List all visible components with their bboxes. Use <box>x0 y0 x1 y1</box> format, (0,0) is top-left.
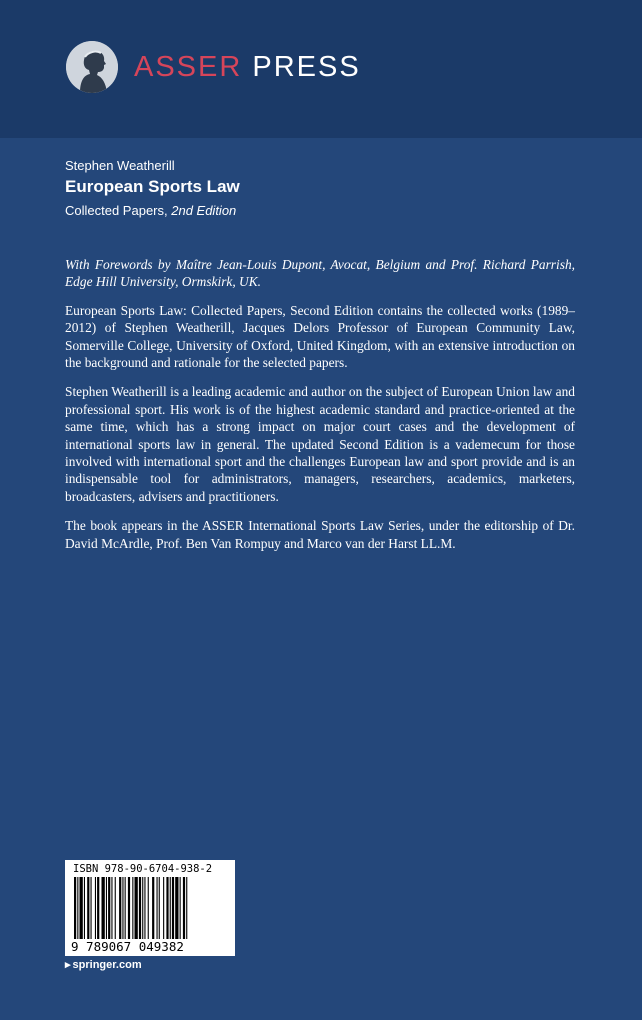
book-subtitle-main: Collected Papers, <box>65 203 172 218</box>
isbn-label: ISBN 978-90-6704-938-2 <box>73 863 213 875</box>
publisher-name-press: PRESS <box>252 51 361 83</box>
forewords-note: With Forewords by Maître Jean-Louis Dupont, Avocat, Belgium and Prof. Richard Parrish, Edge Hill University, Ormskirk, UK. <box>65 257 575 290</box>
publisher-name-asser: ASSER <box>134 51 243 83</box>
springer-link[interactable] <box>65 958 142 971</box>
barcode-graphic <box>72 877 228 939</box>
blurb-paragraph-series: The book appears in the ASSER International Sports Law Series, under the editorship of Dr. David McArdle, Prof. Ben Van Rompuy and Marco van der Harst LL.M. <box>65 518 575 551</box>
book-edition: 2nd Edition <box>171 203 237 218</box>
springer-link-text: springer.com <box>72 959 142 971</box>
blurb-paragraph-author: Stephen Weatherill is a leading academic and author on the subject of European Union law and professional sport. His work is of the highest academic standard and practice-oriented at the same time, which has a strong impact on major court cases and the development of international sports law in general. The updated Second Edition is a vademecum for those involved with international sport and the challenges European law and sport provide and is an indispensable tool for administrators, managers, researchers, academics, marketers, broadcasters, advisers and practitioners. <box>65 384 575 504</box>
arrow-right-icon: ▸ <box>65 959 71 971</box>
profile-portrait-icon <box>66 41 118 93</box>
barcode-digits: 9 789067 049382 <box>71 939 184 954</box>
publisher-header-band <box>0 0 642 138</box>
blurb-paragraph-contents: European Sports Law: Collected Papers, Second Edition contains the collected works (1989–2012) of Stephen Weatherill, Jacques Delors Professor of European Community Law, Somerville College, University of Oxford, United Kingdom, with an extensive introduction on the background and rationale for the selected papers. <box>65 302 575 371</box>
book-blurb <box>65 256 575 564</box>
book-title: European Sports Law <box>65 177 240 196</box>
book-author: Stephen Weatherill <box>65 158 175 173</box>
book-subtitle <box>65 203 236 218</box>
publisher-logo-text <box>134 50 361 84</box>
isbn-barcode-box <box>65 860 235 956</box>
